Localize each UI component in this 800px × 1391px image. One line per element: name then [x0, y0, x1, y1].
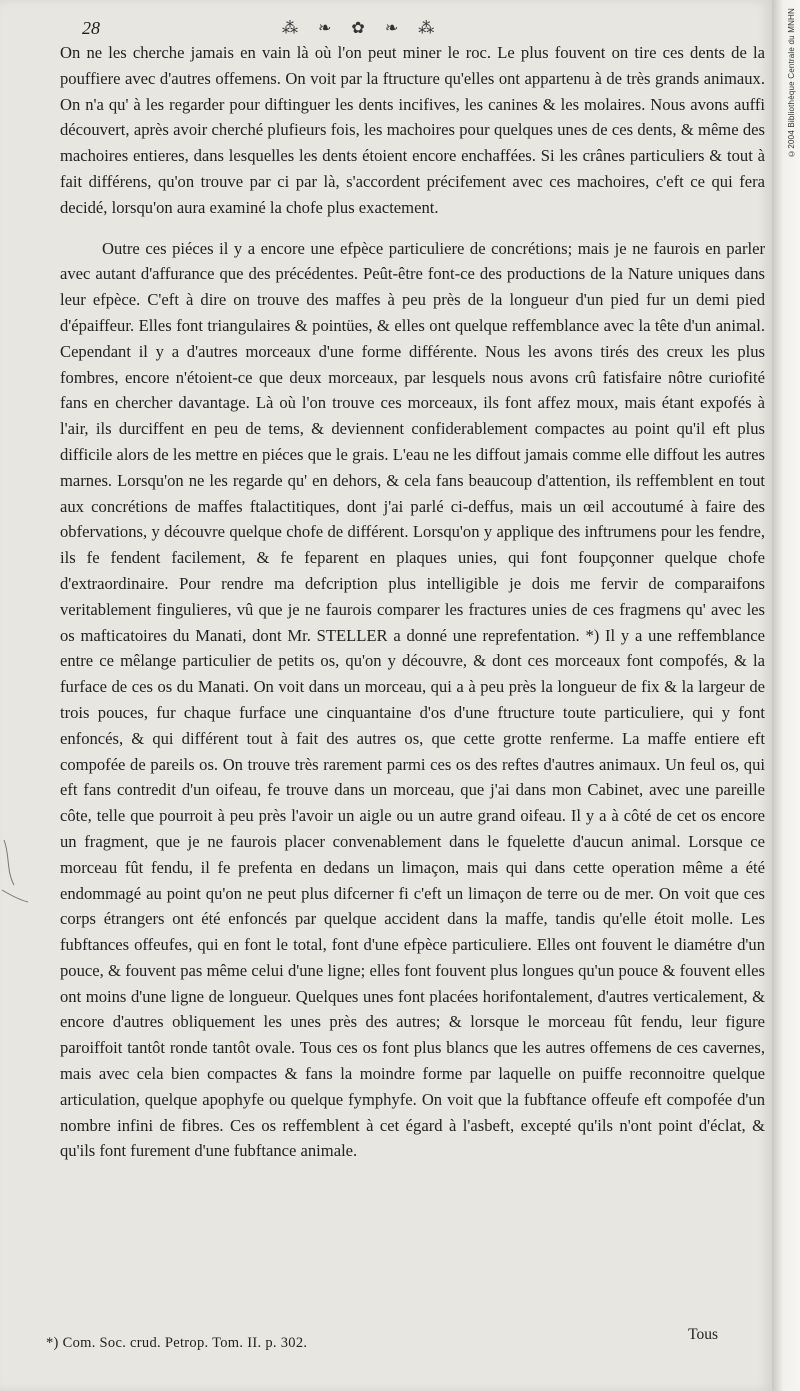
library-stamp: ©2004 Bibliothèque Centrale du MNHN	[787, 8, 796, 158]
footnote: *) Com. Soc. crud. Petrop. Tom. II. p. 302.	[46, 1335, 308, 1351]
page-number: 28	[82, 18, 100, 38]
header-ornament: ⁂ ❧ ✿ ❧ ⁂	[282, 20, 443, 37]
page-edge	[772, 0, 800, 1391]
catchword: Tous	[688, 1326, 718, 1343]
paragraph-2: Outre ces piéces il y a encore une efpèce particuliere de concrétions; mais je ne faurois en parler avec autant d'affurance que des précédentes. Peût-être font-ce des productions de la Nature uniques dans leur efpèce. C'eft à dire on trouve des maffes à peu près de la longueur d'un pied fur un demi pied d'épaiffeur. Elles font triangulaires & pointües, & elles ont quelque reffemblance avec la tête d'un animal. Cependant il y a d'autres morceaux d'une forme différente. Nous les avons tirés des creux les plus fombres, encore n'étoient-ce que deux morceaux, par lesquels nous avons crû fatisfaire nôtre curiofité fans en chercher davantage. Là où l'on trouve ces morceaux, ils font affez moux, mais étant expofés à l'air, ils durciffent en peu de tems, & deviennent confiderablement compactes au point qu'il eft plus difficile alors de les mettre en piéces que le grais. L'eau ne les diffout jamais comme elle diffout les autres marnes. Lorsqu'on ne les regarde qu' en dehors, & cela fans beaucoup d'attention, ils reffemblent en tout aux concrétions de maffes ftalactitiques, dont j'ai parlé ci-deffus, mais un œil accoutumé à faire des obfervations, y découvre quelque chofe de différent. Lorsqu'on y applique des inftrumens pour les fendre, ils fe fendent facilement, & fe feparent en plaques unies, qui font foupçonner quelque chofe d'extraordinaire. Pour rendre ma defcription plus intelligible je dois me fervir de comparaifons veritablement fingulieres, vû que je ne faurois comparer les fractures unies de ces fragmens qu' avec les os mafticatoires du Manati, dont Mr. STELLER a donné une reprefentation. *) Il y a une reffemblance entre ce mêlange particulier de petits os, qu'on y découvre, & dont ces morceaux font compofés, & la furface de ces os du Manati. On voit dans un morceau, qui a à peu près la longueur de fix & la largeur de trois pouces, fur chaque furface une cinquantaine d'os d'une ftructure toute particuliere, qui y font enfoncés, & qui différent tout à fait des autres os, que cette grotte renferme. La maffe entiere eft compofée de pareils os. On trouve très rarement parmi ces os des reftes d'autres animaux. Un feul os, qui eft fans contredit d'un oifeau, fe trouve dans un morceau, que j'ai dans mon Cabinet, avec une pareille côte, telle que pourroit à peu près l'avoir un aigle ou un autre grand oifeau. Il y a à côté de cet os encore un fragment, que je ne faurois placer convenablement dans le fquelette d'aucun animal. Lorsque ce morceau fût fendu, il fe prefenta en dedans un limaçon, mais qui dans cette operation même a été endommagé au point qu'on ne peut plus difcerner fi c'eft un limaçon de terre ou de mer. On voit que ces corps étrangers ont été enfoncés par quelque accident dans la maffe, tandis qu'elle étoit molle. Les fubftances offeufes, qui en font le total, font d'une efpèce particuliere. Elles ont fouvent le diamétre d'un pouce, & fouvent pas même celui d'une ligne; elles font fouvent plus longues qu'un pouce & fouvent elles ont moins d'une ligne de longueur. Quelques unes font placées horifontalement, d'autres verticalement, & encore d'autres obliquement les unes près des autres; & lorsque le morceau fût fendu, leur figure paroiffoit tantôt ronde tantôt ovale. Tous ces os font plus blancs que les autres offemens de ces cavernes, mais avec cela bien compactes & fans la moindre forme par laquelle on puiffe reconnoitre quelque articulation, quelque apophyfe ou quelque fymphyfe. On voit que la fubftance offeufe eft compofée d'un nombre infini de fibres. Ces os reffemblent à cet égard à l'asbeft, excepté qu'ils n'ont point d'éclat, & qu'ils font furement d'une fubftance animale.	[60, 238, 765, 1161]
margin-pencil-mark	[0, 830, 30, 910]
body-text	[60, 40, 765, 1164]
paragraph-1: On ne les cherche jamais en vain là où l'on peut miner le roc. Le plus fouvent on tire ces dents de la pouffiere avec d'autres offemens. On voit par la ftructure qu'elles ont appartenu à de très grands animaux. On n'a qu' à les regarder pour diftinguer les dents incifives, les canines & les molaires. Nous avons auffi découvert, après avoir cherché plufieurs fois, les machoires pour quelques unes de ces dents, & même des machoires entieres, dans lesquelles les dents étoient encore enchaffées. Si les crânes particuliers & tout à fait différens, qu'on trouve par ci par là, s'accordent précifement avec ces machoires, c'eft ce qui fera decidé, lorsqu'on aura examiné la chofe plus exactement.	[60, 43, 765, 217]
